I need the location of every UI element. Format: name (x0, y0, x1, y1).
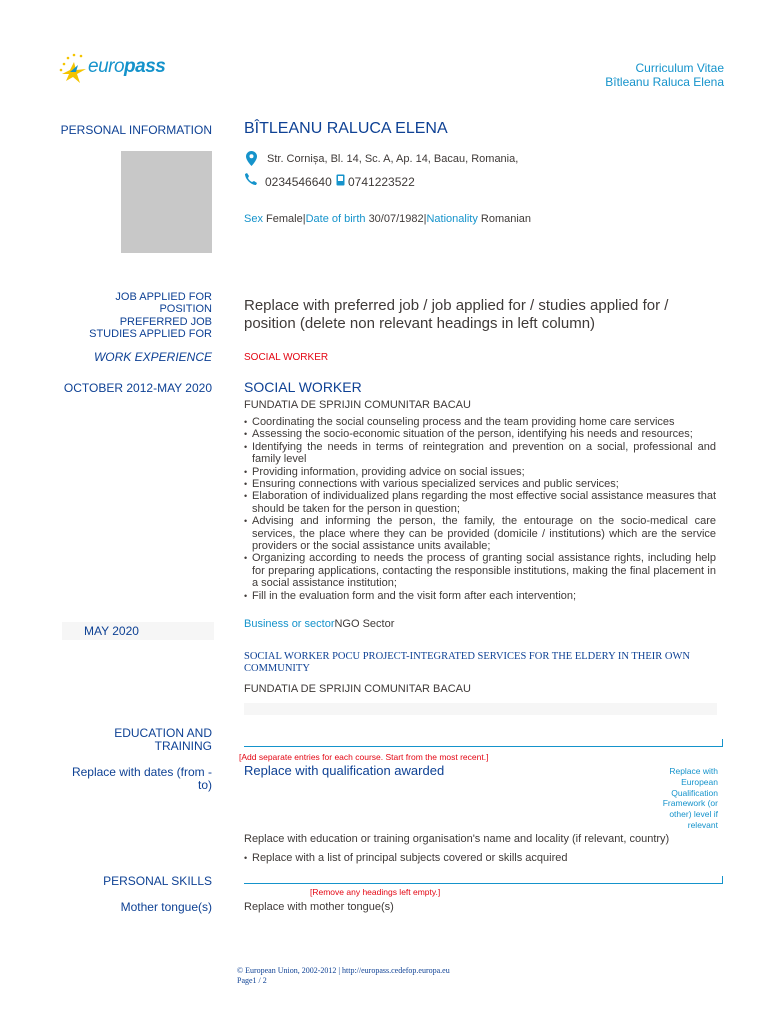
nationality-value: Romanian (480, 213, 532, 225)
logo-text-euro: euro (88, 56, 125, 77)
list-item: • Replace with a list of principal subjects covered or skills acquired (244, 852, 716, 864)
education-divider-tick (722, 739, 723, 747)
list-item: • Ensuring connections with various specialized services and public services; (244, 478, 716, 490)
personal-info-label: PERSONAL INFORMATION (60, 123, 212, 137)
full-name: BÎTLEANU RALUCA ELENA (244, 120, 448, 137)
entry2-dates: MAY 2020 (84, 624, 139, 638)
education-divider (244, 746, 723, 747)
dob-label: Date of birth (305, 213, 366, 225)
footer-copyright: © European Union, 2002-2012 | http://europass.cedefop.europa.eu (237, 966, 450, 975)
photo-placeholder (121, 151, 212, 253)
sector-label: Business or sector (244, 618, 335, 630)
personal-skills-label: PERSONAL SKILLS (103, 874, 212, 888)
entry1-dates: OCTOBER 2012-MAY 2020 (63, 381, 212, 395)
sector-value: NGO Sector (334, 618, 395, 630)
mobile-number: 0741223522 (348, 175, 415, 189)
job-applied-label-line4: STUDIES APPLIED FOR (89, 327, 212, 340)
entry1-duties-list (244, 416, 716, 602)
list-item: • Organizing according to needs the process of granting social assistance rights, including help for preparing applications, contacting the responsible institutions, making the final placement in a social assistance institution; (244, 552, 716, 589)
phone-number: 0234546640 (265, 175, 332, 189)
nationality-label: Nationality (426, 213, 478, 225)
sex-label: Sex (244, 213, 263, 225)
list-item: • Advising and informing the person, the family, the entourage on the socio-medical care services, the place where they can be provided (domicile / institutions) which are the service providers or the social assistance units available; (244, 515, 716, 552)
skills-divider-tick (722, 876, 723, 884)
work-experience-value: SOCIAL WORKER (244, 352, 329, 363)
education-label-line2: TRAINING (154, 739, 212, 753)
list-item: • Coordinating the social counseling process and the team providing home care services (244, 416, 716, 428)
education-label (114, 727, 212, 753)
education-hint: [Add separate entries for each course. Start from the most recent.] (239, 752, 489, 762)
education-organisation: Replace with education or training organisation's name and locality (if relevant, country) (244, 833, 670, 845)
entry2-dates-box (62, 622, 214, 640)
list-item: • Providing information, providing advice on social issues; (244, 466, 716, 478)
job-applied-label-line2: POSITION (159, 303, 212, 316)
location-pin-icon (246, 151, 257, 166)
footer-page: Page1 / 2 (237, 976, 267, 985)
mobile-icon (336, 174, 345, 186)
entry2-empty-box (244, 703, 717, 715)
education-label-line1: EDUCATION AND (114, 726, 212, 740)
job-applied-label (89, 291, 212, 340)
logo-text-pass: pass (124, 56, 166, 77)
education-subjects-list (244, 852, 716, 864)
list-item: • Assessing the socio-economic situation of the person, identifying his needs and resources; (244, 428, 716, 440)
mother-tongue-value: Replace with mother tongue(s) (244, 901, 394, 913)
header-name: Bîtleanu Raluca Elena (605, 75, 724, 89)
list-item: • Fill in the evaluation form and the visit form after each intervention; (244, 590, 716, 602)
skills-divider (244, 883, 723, 884)
list-item: • Identifying the needs in terms of reintegration and prevention on a social, professional and family level (244, 441, 716, 466)
entry1-title: SOCIAL WORKER (244, 379, 362, 395)
phone-icon (244, 172, 258, 186)
europass-logo (56, 50, 166, 86)
header-doc-type: Curriculum Vitae (635, 61, 724, 75)
job-applied-text: Replace with preferred job / job applied for / studies applied for / position (delete non relevant headings in left column) (244, 297, 669, 332)
job-applied-label-line1: JOB APPLIED FOR (115, 291, 212, 303)
list-item: • Elaboration of individualized plans regarding the most effective social assistance measures that should be taken for the person in question; (244, 490, 716, 515)
mother-tongue-label: Mother tongue(s) (120, 900, 212, 914)
entry2-title: SOCIAL WORKER POCU PROJECT-INTEGRATED SERVICES FOR THE ELDERY IN THEIR OWN COMMUNITY (244, 651, 691, 674)
work-experience-label: WORK EXPERIENCE (93, 350, 212, 364)
dob-value: 30/07/1982| (368, 213, 427, 225)
address: Str. Cornișa, Bl. 14, Sc. A, Ap. 14, Bacau, Romania, (267, 153, 519, 165)
education-qualification: Replace with qualification awarded (244, 763, 445, 778)
entry2-employer: FUNDATIA DE SPRIJIN COMUNITAR BACAU (244, 683, 471, 695)
education-eqf-level: Replace with European Qualification Framework (or other) level if relevant (662, 766, 718, 830)
entry1-employer: FUNDATIA DE SPRIJIN COMUNITAR BACAU (244, 399, 471, 411)
job-applied-label-line3: PREFERRED JOB (119, 315, 212, 328)
sex-value: Female| (266, 213, 306, 225)
skills-hint: [Remove any headings left empty.] (310, 887, 441, 897)
education-dates: Replace with dates (from - to) (71, 765, 212, 792)
